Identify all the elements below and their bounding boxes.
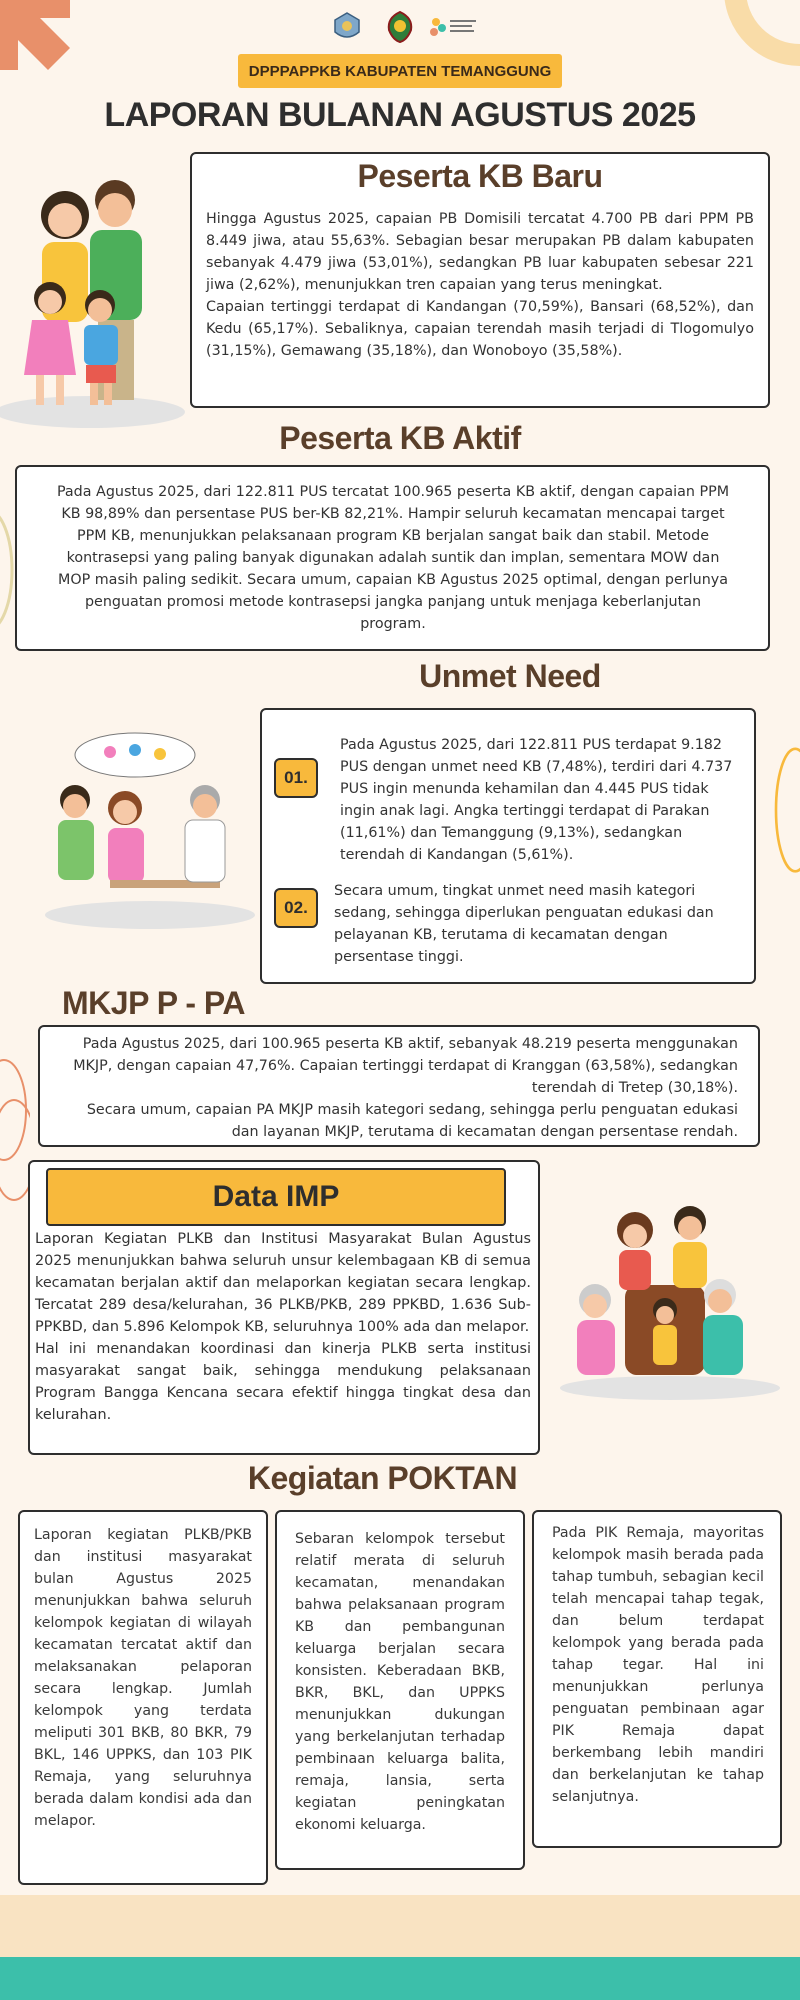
kb-baru-title: Peserta KB Baru (357, 158, 603, 194)
kb-baru-card (190, 152, 770, 408)
poktan-card-1 (18, 1510, 268, 1885)
imp-text (35, 1228, 531, 1426)
extended-family-illustration (555, 1200, 785, 1400)
mkjp-paragraph-2: Secara umum, capaian PA MKJP masih kategori sedang, sehingga perlu penguatan edukasi dan layanan MKJP, terutama di kecamatan dengan persentase rendah. (86, 1102, 738, 1140)
imp-title: Data IMP (46, 1168, 506, 1226)
kb-aktif-title: Peserta KB Aktif (279, 420, 521, 456)
poktan-title: Kegiatan POKTAN (247, 1460, 518, 1496)
kb-aktif-text: Pada Agustus 2025, dari 122.811 PUS tercatat 100.965 peserta KB aktif, dengan capaian PPM KB 98,89% dan persentase PUS ber-KB 82,21%. Hampir seluruh kecamatan mencapai target PPM KB, menunjukkan pelaksanaan program KB berjalan sangat baik dan stabil. Metode kontrasepsi yang paling banyak digunakan adalah suntik dan implan, sementara MOW dan MOP masih paling sedikit. Secara umum, capaian KB Agustus 2025 optimal, dengan perlunya penguatan promosi metode kontrasepsi jangka panjang untuk menjaga keberlanjutan program. (56, 484, 730, 632)
item-number-badge: 02. (274, 888, 318, 928)
family-illustration (0, 180, 190, 430)
mkjp-card (38, 1025, 760, 1147)
mkjp-title: MKJP P - PA (62, 985, 245, 1021)
poktan-card-3 (532, 1510, 782, 1848)
header-badge: DPPPAPPKB KABUPATEN TEMANGGUNG (238, 54, 562, 88)
mkjp-paragraph-1: Pada Agustus 2025, dari 100.965 peserta KB aktif, sebanyak 48.219 peserta menggunakan MKJP, dengan capaian 47,76%. Capaian tertinggi terdapat di Kranggan (63,58%), sedangkan terendah di Tretep (30,18%). (73, 1036, 738, 1096)
unmet-need-title: Unmet Need (419, 658, 601, 694)
regency-emblem-icon (383, 10, 417, 44)
government-emblem-icon (330, 10, 364, 44)
corner-arrow-decoration (0, 0, 70, 70)
footer-band (0, 1895, 800, 1957)
poktan-card-2 (275, 1510, 525, 1870)
consultation-illustration (40, 730, 260, 930)
bangga-kencana-logo-icon (428, 14, 480, 40)
page-title: LAPORAN BULANAN AGUSTUS 2025 (104, 96, 696, 134)
kb-baru-paragraph-2: Capaian tertinggi terdapat di Kandangan (70,59%), Bansari (68,52%), dan Kedu (65,17%). Sebaliknya, capaian terendah masih terjadi di Tlogomulyo (31,15%), Gemawang (35,18%), dan Wonoboyo (35,58%). (206, 299, 754, 359)
unmet-need-item-text: Secara umum, tingkat unmet need masih kategori sedang, sehingga diperlukan penguatan edukasi dan pelayanan KB, terutama di kecamatan dengan persentase tinggi. (334, 883, 714, 965)
side-ring-decoration (0, 1050, 30, 1210)
poktan-text-2: Sebaran kelompok tersebut relatif merata di seluruh kecamatan, menandakan bahwa pelaksanaan program KB dan pembangunan keluarga berjalan secara konsisten. Keberadaan BKB, BKR, BKL, dan UPPKS menunjukkan dukungan yang berkelanjutan terhadap pembinaan keluarga balita, remaja, lansia, serta kegiatan peningkatan ekonomi keluarga. (295, 1531, 505, 1833)
poktan-text-3: Pada PIK Remaja, mayoritas kelompok masih berada pada tahap tumbuh, sebagian kecil telah mencapai tahap tegak, dan belum terdapat kelompok yang berada pada tahap tegar. Hal ini menunjukkan perlunya penguatan pembinaan agar PIK Remaja dapat berkembang lebih mandiri dan berkelanjutan ke tahap selanjutnya. (552, 1525, 764, 1805)
imp-paragraph-2: Hal ini menandakan koordinasi dan kinerja PLKB serta institusi masyarakat sangat baik, sehingga mendukung pelaksanaan Program Bangga Kencana secara efektif hingga tingkat desa dan kelurahan. (35, 1341, 531, 1423)
kb-aktif-card (15, 465, 770, 651)
mkjp-text (58, 1033, 738, 1143)
item-number-badge: 01. (274, 758, 318, 798)
unmet-need-item-text: Pada Agustus 2025, dari 122.811 PUS terdapat 9.182 PUS dengan unmet need KB (7,48%), terdiri dari 4.737 PUS ingin menunda kehamilan dan 4.445 PUS tidak ingin anak lagi. Angka tertinggi terdapat di Parakan (11,61%) dan Temanggung (9,13%), sedangkan terendah di Kandangan (5,61%). (340, 737, 733, 863)
side-ring-decoration (770, 740, 800, 880)
unmet-need-card (260, 708, 756, 984)
poktan-text-1: Laporan kegiatan PLKB/PKB dan institusi masyarakat bulan Agustus 2025 menunjukkan bahwa seluruh kelompok kegiatan di wilayah kecamatan tercatat aktif dan melaksanakan pelaporan secara lengkap. Jumlah kelompok yang terdata meliputi 301 BKB, 80 BKR, 79 BKL, 146 UPPKS, dan 103 PIK Remaja, yang seluruhnya berada dalam kondisi ada dan melapor. (34, 1527, 252, 1829)
footer-teal-band (0, 1957, 800, 2000)
kb-baru-text (206, 208, 754, 362)
kb-baru-paragraph-1: Hingga Agustus 2025, capaian PB Domisili tercatat 4.700 PB dari PPM PB 8.449 jiwa, atau 55,63%. Sebagian besar merupakan PB dalam kabupaten sebanyak 4.479 jiwa (53,01%), sedangkan PB luar kabupaten sebesar 221 jiwa (2,62%), menunjukkan tren capaian yang terus meningkat. (206, 211, 754, 293)
corner-ring-decoration (710, 0, 800, 70)
imp-paragraph-1: Laporan Kegiatan PLKB dan Institusi Masyarakat Bulan Agustus 2025 menunjukkan bahwa seluruh unsur kelembagaan KB di semua kecamatan berjalan aktif dan melaporkan kegiatan secara lengkap. Tercatat 289 desa/kelurahan, 36 PLKB/PKB, 289 PPKBD, 1.636 Sub-PPKBD, dan 5.896 Kelompok KB, seluruhnya 100% ada dan melapor. (35, 1231, 531, 1335)
